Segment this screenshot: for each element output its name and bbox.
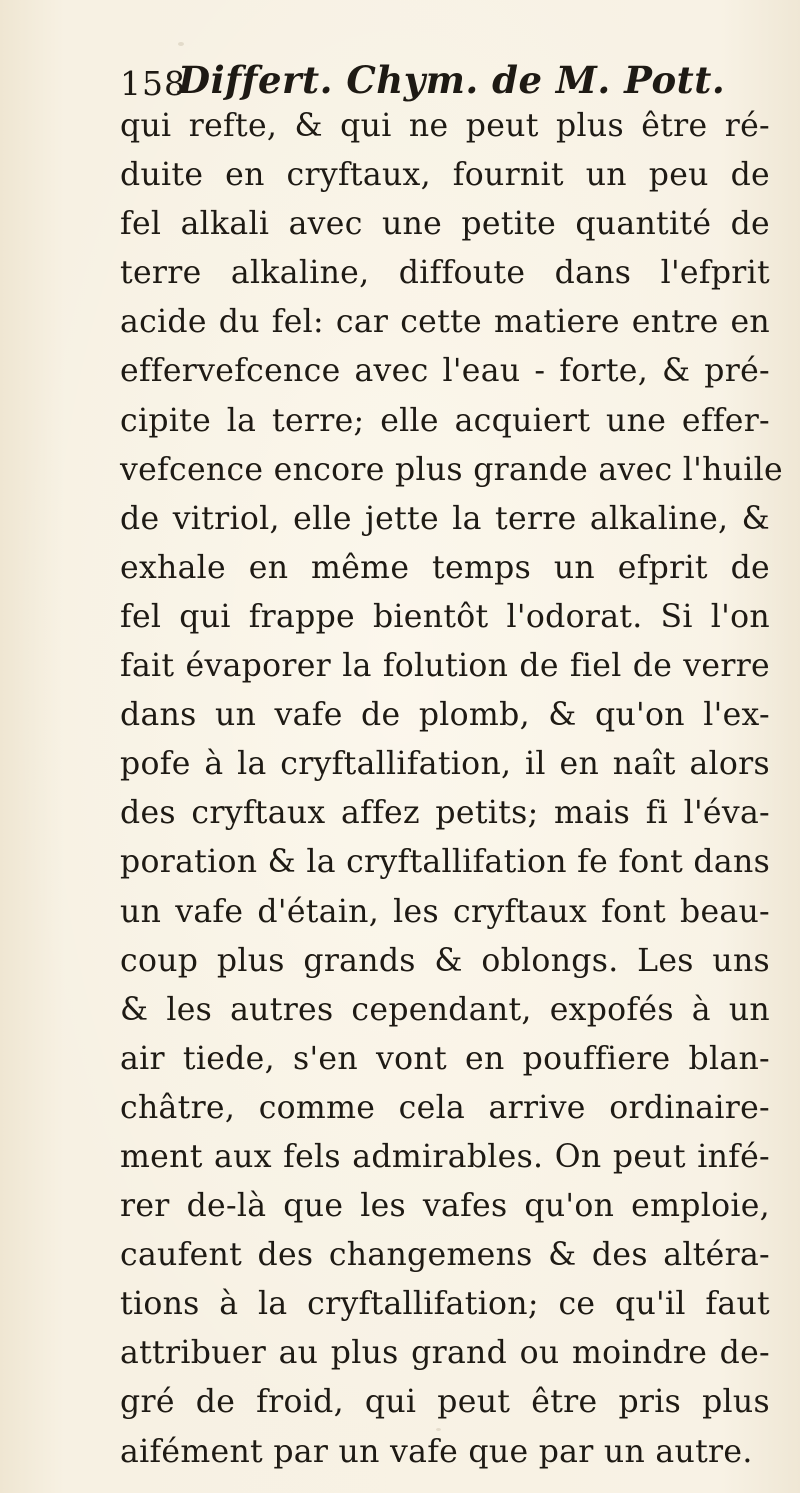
text-line: terre alkaline, diffoute dans l'efprit: [120, 255, 770, 292]
text-line: rer de-là que les vafes qu'on emploie,: [120, 1188, 770, 1225]
text-line: effervefcence avec l'eau - forte, & pré-: [120, 353, 770, 390]
text-line: cipite la terre; elle acquiert une effer-: [120, 402, 770, 439]
text-line: dans un vafe de plomb, & qu'on l'ex-: [120, 697, 770, 734]
text-line: vefcence encore plus grande avec l'huile: [120, 451, 783, 488]
text-line: gré de froid, qui peut être pris plus: [120, 1384, 770, 1421]
text-line: poration & la cryftallifation fe font dans: [120, 844, 771, 881]
text-line: attribuer au plus grand ou moindre de-: [120, 1335, 770, 1372]
text-line: aifément par un vafe que par un autre.: [120, 1433, 753, 1470]
text-line: fel qui frappe bientôt l'odorat. Si l'on: [120, 598, 770, 635]
text-line: tions à la cryftallifation; ce qu'il faut: [120, 1286, 770, 1323]
text-line: fel alkali avec une petite quantité de: [120, 206, 770, 243]
text-line: duite en cryftaux, fournit un peu de: [120, 157, 770, 194]
page-header: [120, 50, 760, 110]
text-line: pofe à la cryftallifation, il en naît alors: [120, 746, 770, 783]
body-text: [120, 102, 783, 1477]
text-line: caufent des changemens & des altéra-: [120, 1237, 770, 1274]
page-number: 158: [120, 64, 186, 103]
text-line: air tiede, s'en vont en pouffiere blan-: [120, 1040, 770, 1077]
text-line: ment aux fels admirables. On peut infé-: [120, 1138, 770, 1175]
text-line: exhale en même temps un efprit de: [120, 549, 770, 586]
text-line: châtre, comme cela arrive ordinaire-: [120, 1089, 770, 1126]
text-line: fait évaporer la folution de fiel de verre: [120, 648, 770, 685]
text-line: des cryftaux affez petits; mais fi l'éva-: [120, 795, 770, 832]
text-line: un vafe d'étain, les cryftaux font beau-: [120, 893, 770, 930]
running-head: Differt. Chym. de M. Pott.: [178, 58, 726, 102]
text-line: coup plus grands & oblongs. Les uns: [120, 942, 770, 979]
text-line: acide du fel: car cette matiere entre en: [120, 304, 770, 341]
paper-blemish: [178, 42, 184, 46]
text-line: de vitriol, elle jette la terre alkaline, &: [120, 500, 770, 537]
text-line: & les autres cependant, expofés à un: [120, 991, 770, 1028]
text-line: qui refte, & qui ne peut plus être ré-: [120, 108, 770, 144]
